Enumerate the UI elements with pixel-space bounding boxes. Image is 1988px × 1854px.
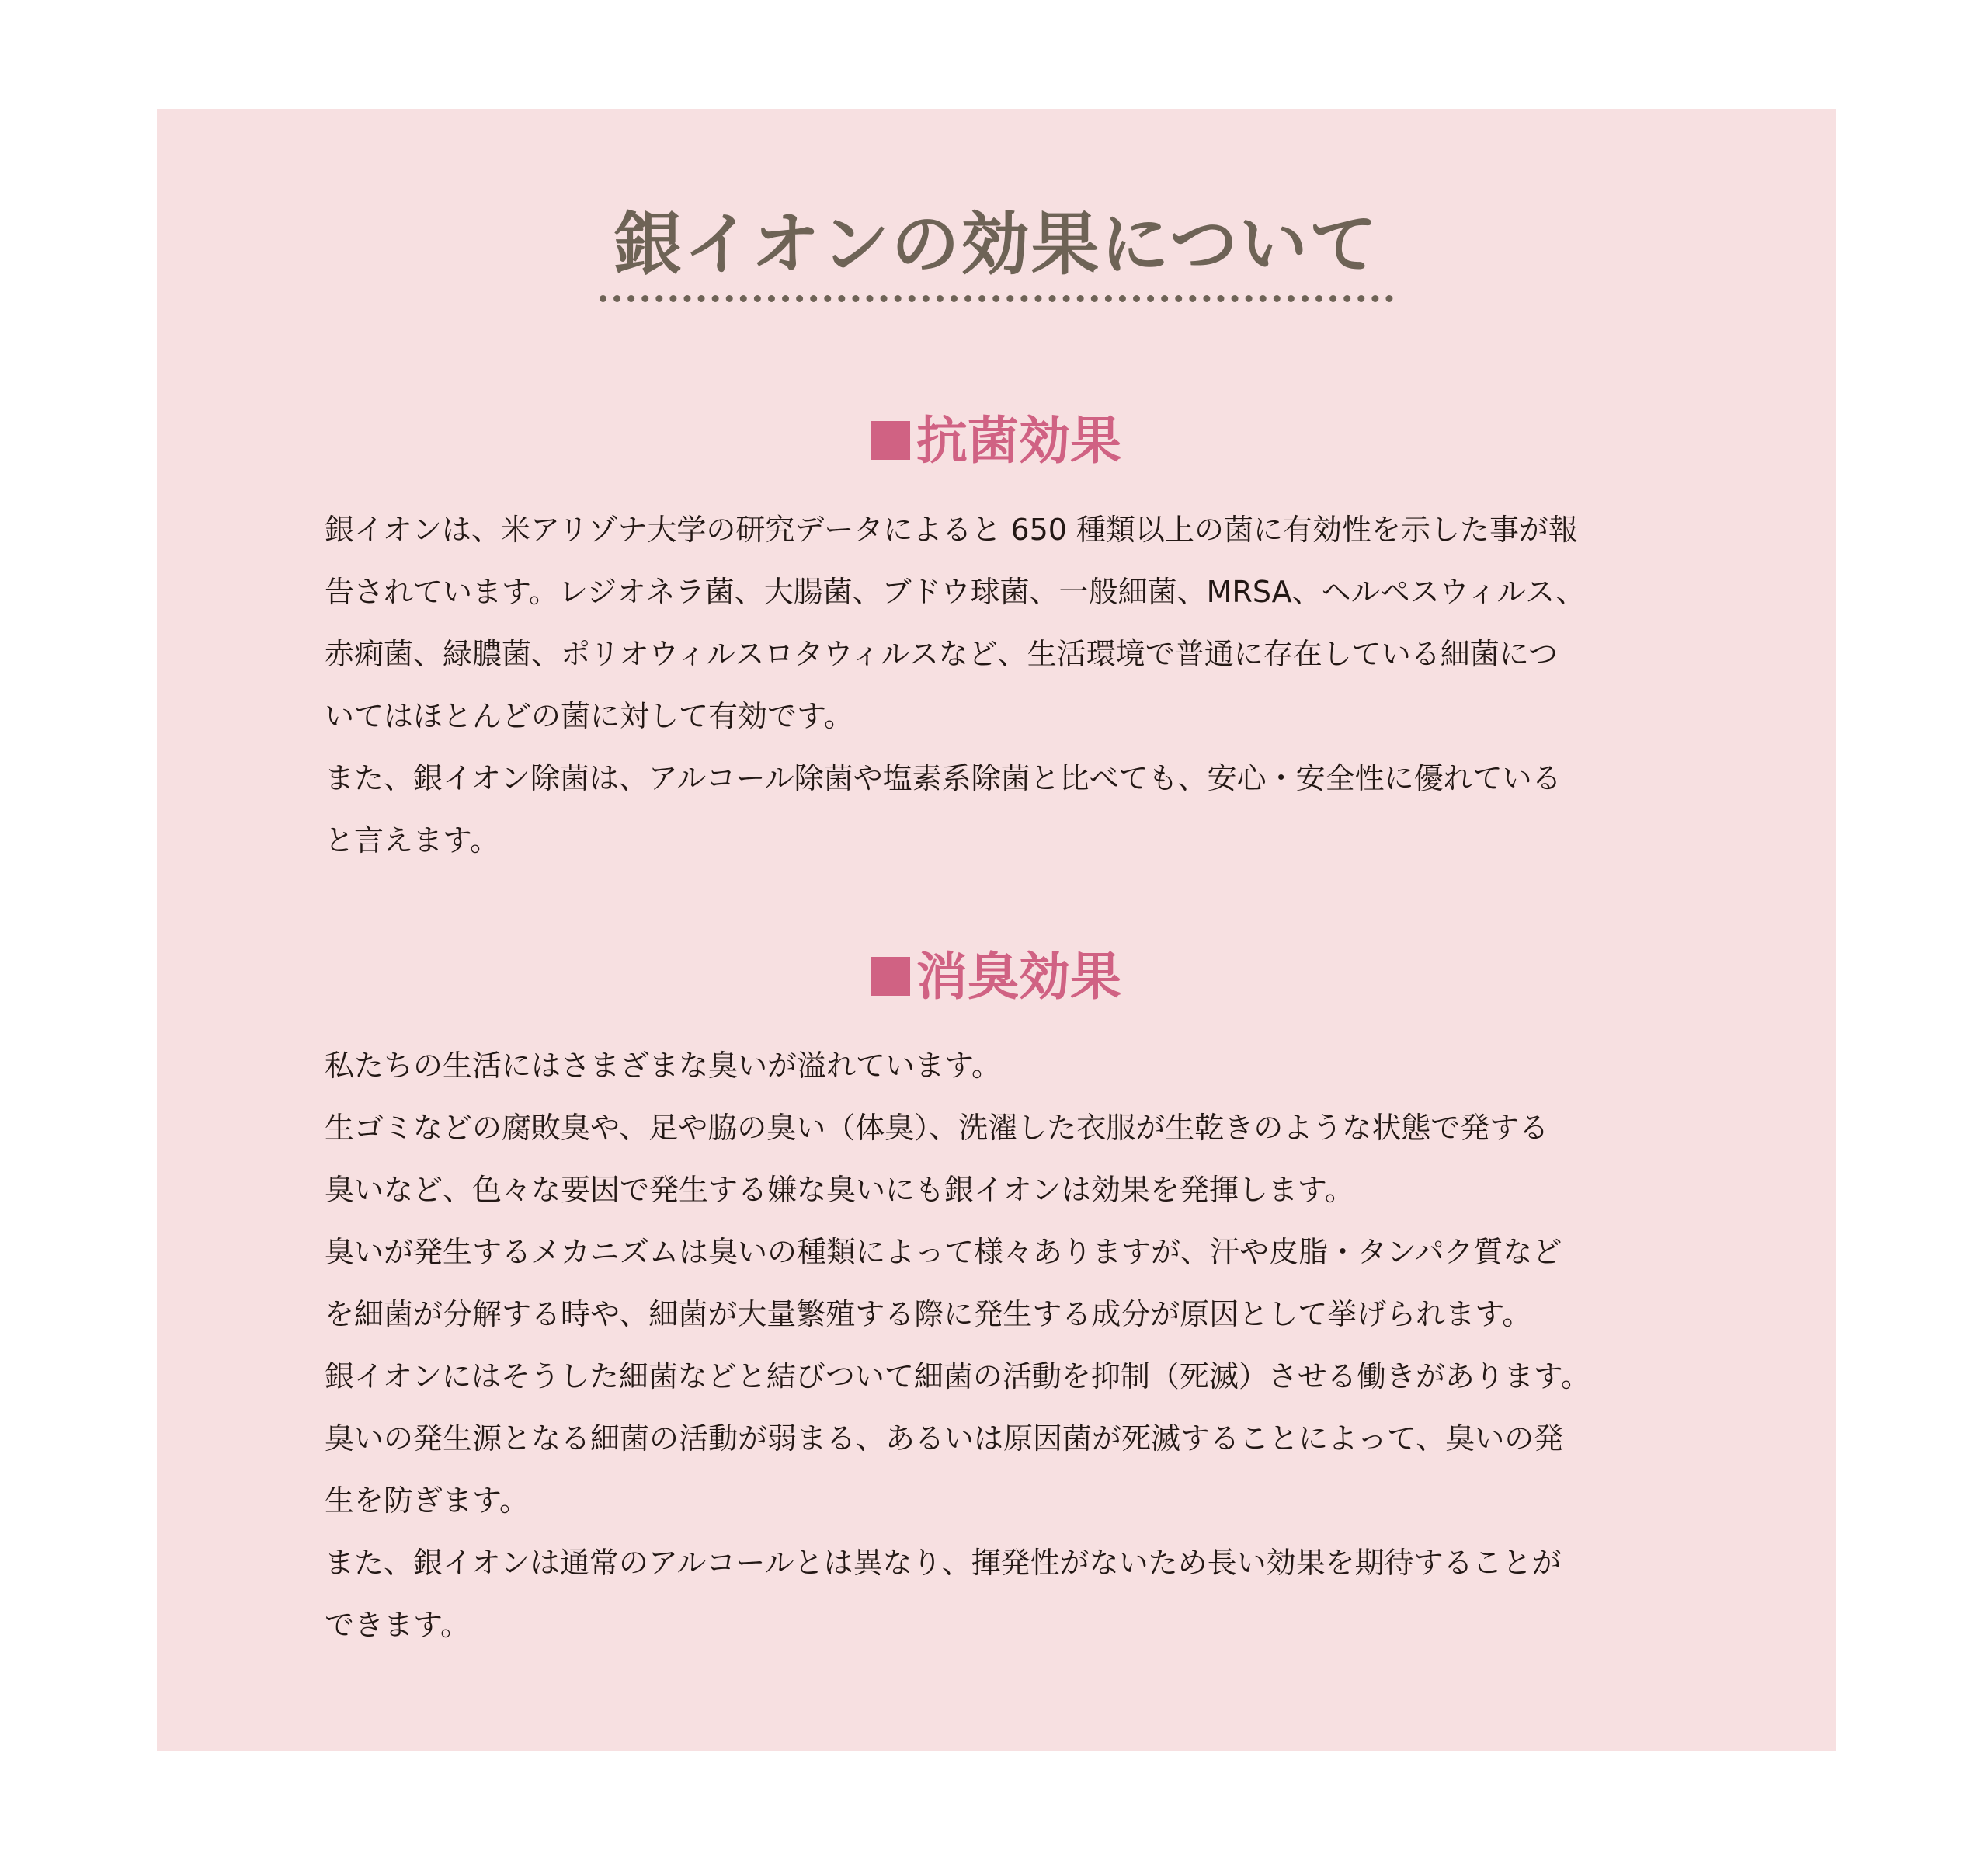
paragraph-line: 臭いが発生するメカニズムは臭いの種類によって様々ありますが、汗や皮脂・タンパク質など — [325, 1235, 1562, 1269]
paragraph-line: 生を防ぎます。 — [325, 1484, 529, 1518]
paragraph-line: できます。 — [325, 1608, 470, 1642]
paragraph-line: 生ゴミなどの腐敗臭や、足や脇の臭い（体臭）、洗濯した衣服が生乾きのような状態で発する — [325, 1111, 1549, 1145]
paragraph-line: と言えます。 — [325, 823, 499, 857]
paragraph-line: いてはほとんどの菌に対して有効です。 — [325, 699, 853, 733]
paragraph-line: 告されています。レジオネラ菌、大腸菌、ブドウ球菌、一般細菌、MRSA、ヘルペスウィルス、 — [325, 575, 1586, 609]
paragraph-line: また、銀イオン除菌は、アルコール除菌や塩素系除菌と比べても、安心・安全性に優れている — [325, 761, 1562, 795]
paragraph-line: 私たちの生活にはさまざまな臭いが溢れています。 — [325, 1049, 1001, 1083]
section-body-deodorizing — [325, 1035, 1676, 1656]
section-heading-label: 抗菌効果 — [916, 411, 1121, 471]
square-bullet-icon — [871, 957, 910, 996]
section-body-antibacterial — [325, 499, 1676, 871]
section-heading-label: 消臭効果 — [916, 947, 1121, 1007]
paragraph-line: 臭いの発生源となる細菌の活動が弱まる、あるいは原因菌が死滅することによって、臭いの発 — [325, 1421, 1564, 1456]
title-wrapper — [157, 202, 1836, 302]
section-heading-deodorizing — [157, 946, 1836, 1007]
paragraph-line: 赤痢菌、緑膿菌、ポリオウィルスロタウィルスなど、生活環境で普通に存在している細菌につ — [325, 637, 1559, 671]
section-heading-antibacterial — [157, 410, 1836, 471]
paragraph-line: 臭いなど、色々な要因で発生する嫌な臭いにも銀イオンは効果を発揮します。 — [325, 1173, 1354, 1207]
paragraph-line: また、銀イオンは通常のアルコールとは異なり、揮発性がないため長い効果を期待することが — [325, 1546, 1562, 1580]
paragraph-line: 銀イオンにはそうした細菌などと結びついて細菌の活動を抑制（死滅）させる働きがあります。 — [325, 1359, 1590, 1393]
page-title: 銀イオンの効果について — [600, 202, 1393, 302]
content-panel — [157, 109, 1836, 1751]
paragraph-line: を細菌が分解する時や、細菌が大量繁殖する際に発生する成分が原因として挙げられます。 — [325, 1297, 1532, 1331]
square-bullet-icon — [871, 421, 910, 460]
paragraph-line: 銀イオンは、米アリゾナ大学の研究データによると 650 種類以上の菌に有効性を示した事が報 — [325, 513, 1579, 547]
